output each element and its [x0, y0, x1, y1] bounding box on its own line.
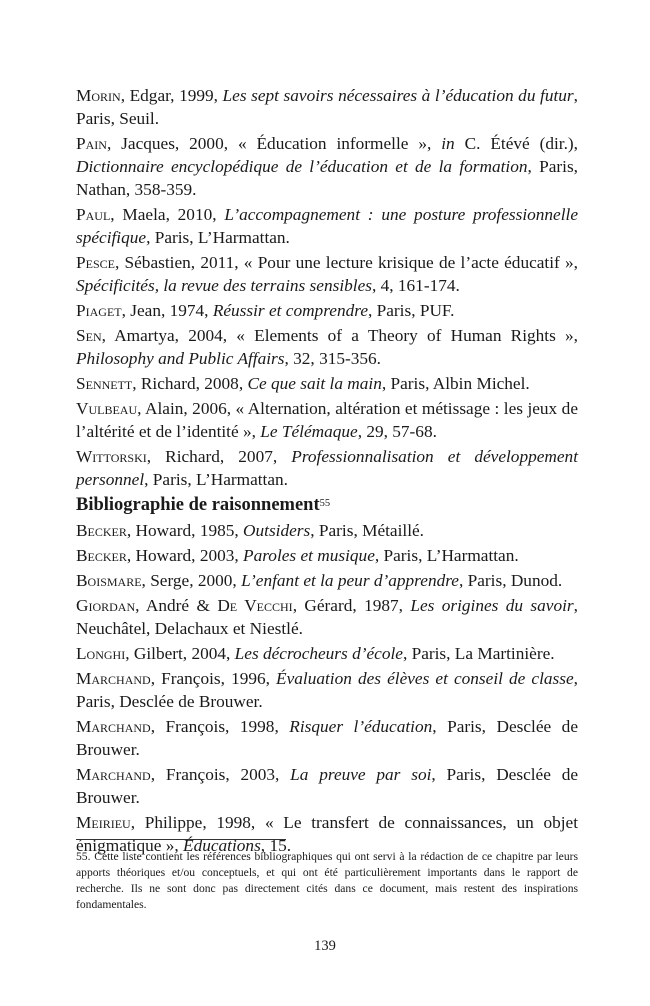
reference-entry [76, 594, 578, 640]
reference-text: , Howard, 2003, [126, 546, 244, 565]
reference-tail: , Paris, Nathan, 358-359. [76, 157, 578, 199]
reference-text: C. Étévé (dir.), [454, 134, 578, 153]
reference-text: , Serge, 2000, [141, 571, 242, 590]
reference-title: Philosophy and Public Affairs [76, 349, 285, 368]
reference-text: , Edgar, 1999, [120, 86, 223, 105]
references-list-a [76, 84, 578, 491]
page-body [76, 84, 578, 859]
reference-title: Risquer l’éducation [289, 717, 433, 736]
reference-author: Sennett [76, 374, 133, 393]
reference-text: , Jean, 1974, [121, 301, 213, 320]
reference-title: Spécificités, la revue des terrains sensibles [76, 276, 372, 295]
reference-title: L’enfant et la peur d’apprendre [241, 571, 459, 590]
reference-author: Meirieu [76, 813, 131, 832]
references-list-b [76, 519, 578, 857]
reference-tail: , 32, 315-356. [284, 349, 381, 368]
reference-tail: , Paris, PUF. [368, 301, 455, 320]
reference-author: Marchand [76, 765, 151, 784]
reference-entry [76, 544, 578, 567]
reference-author: Paul [76, 205, 111, 224]
reference-text: , Alain, 2006, « Alternation, altération et métissage : les jeux de l’altérité et de l’identité », [76, 399, 578, 441]
reference-title: La preuve par soi [290, 765, 432, 784]
reference-entry [76, 132, 578, 201]
reference-entry [76, 251, 578, 297]
reference-entry [76, 84, 578, 130]
reference-tail: , Paris, Desclée de Brouwer. [76, 669, 578, 711]
reference-tail: , Paris, L’Harmattan. [146, 228, 290, 247]
reference-author: Wittorski [76, 447, 147, 466]
reference-author: Pesce [76, 253, 115, 272]
reference-text: , Amartya, 2004, « Elements of a Theory of Human Rights », [101, 326, 578, 345]
reference-title: L’accompagnement : une posture professionnelle spécifique [76, 205, 578, 247]
page-number: 139 [314, 938, 336, 954]
reference-text: , François, 1998, [150, 717, 290, 736]
reference-author: Becker [76, 546, 127, 565]
reference-entry [76, 372, 578, 395]
reference-title: Ce que sait la main [247, 374, 382, 393]
reference-entry [76, 715, 578, 761]
reference-title: Évaluation des élèves et conseil de classe [276, 669, 574, 688]
reference-tail: , 15. [260, 836, 292, 855]
reference-author: Piaget [76, 301, 122, 320]
reference-entry [76, 569, 578, 592]
reference-title: Le Télémaque [260, 422, 358, 441]
reference-author: Sen [76, 326, 102, 345]
reference-title: Les décrocheurs d’école [234, 644, 403, 663]
section-heading-text: Bibliographie de raisonnement [76, 495, 320, 515]
reference-text: , Philippe, 1998, « Le transfert de connaissances, un objet énigmatique », [76, 813, 578, 855]
reference-tail: , Paris, Métaillé. [310, 521, 424, 540]
reference-tail: , Paris, Desclée de Brouwer. [76, 765, 579, 807]
reference-tail: , 4, 161-174. [371, 276, 460, 295]
reference-tail: , Paris, La Martinière. [402, 644, 555, 663]
reference-title: Dictionnaire encyclopédique de l’éducation et de la formation [76, 157, 528, 176]
section-heading [76, 493, 578, 517]
reference-author: Becker [76, 521, 127, 540]
footnote-divider [76, 839, 286, 840]
reference-author: Boismare [76, 571, 142, 590]
reference-entry [76, 445, 578, 491]
reference-text: , André & [135, 596, 218, 615]
reference-text: , Gérard, 1987, [292, 596, 411, 615]
reference-author: De Vecchi [217, 596, 293, 615]
reference-tail: , Paris, Seuil. [76, 86, 578, 128]
reference-title: Les sept savoirs nécessaires à l’éducation du futur [222, 86, 574, 105]
reference-author: Giordan [76, 596, 136, 615]
reference-entry [76, 642, 578, 665]
reference-text: , François, 1996, [150, 669, 277, 688]
reference-author: Morin [76, 86, 121, 105]
reference-tail: , Paris, Albin Michel. [381, 374, 530, 393]
reference-tail: , Paris, L’Harmattan. [144, 470, 288, 489]
reference-author: Longhi [76, 644, 126, 663]
reference-tail: , Neuchâtel, Delachaux et Niestlé. [76, 596, 578, 638]
reference-entry [76, 299, 578, 322]
reference-entry [76, 203, 578, 249]
footnote-marker[interactable]: 55 [319, 498, 331, 509]
reference-author: Pain [76, 134, 107, 153]
reference-tail: , Paris, Desclée de Brouwer. [76, 717, 578, 759]
reference-entry [76, 324, 578, 370]
reference-title: Paroles et musique [243, 546, 375, 565]
reference-author: Marchand [76, 669, 151, 688]
footnote-text: 55. Cette liste contient les références bibliographiques qui ont servi à la rédaction de ce chapitre par leurs apports théoriques et/ou conceptuels, et qui ont été particulièrement importants dans le rapport de recherche. Ils ne sont donc pas directement cités dans ce document, mais restent des inspirations fondamentales. [76, 850, 578, 911]
reference-entry [76, 397, 578, 443]
reference-author: Marchand [76, 717, 151, 736]
reference-text: , François, 2003, [150, 765, 291, 784]
reference-title: Professionnalisation et développement personnel [76, 447, 578, 489]
reference-author: Vulbeau [76, 399, 138, 418]
reference-title: in [441, 134, 455, 153]
reference-title: Outsiders [243, 521, 311, 540]
reference-tail: , Paris, Dunod. [458, 571, 563, 590]
reference-entry [76, 763, 578, 809]
reference-entry [76, 667, 578, 713]
reference-text: , Maela, 2010, [110, 205, 225, 224]
reference-title: Les origines du savoir [410, 596, 574, 615]
reference-text: , Richard, 2007, [146, 447, 292, 466]
reference-text: , Sébastien, 2011, « Pour une lecture krisique de l’acte éducatif », [114, 253, 578, 272]
reference-title: Éducations [183, 836, 261, 855]
reference-text: , Gilbert, 2004, [125, 644, 235, 663]
reference-text: , Howard, 1985, [126, 521, 244, 540]
reference-entry [76, 519, 578, 542]
reference-text: , Jacques, 2000, « Éducation informelle », [106, 134, 442, 153]
reference-text: , Richard, 2008, [132, 374, 248, 393]
reference-title: Réussir et comprendre [212, 301, 368, 320]
reference-tail: , 29, 57-68. [357, 422, 437, 441]
reference-tail: , Paris, L’Harmattan. [374, 546, 519, 565]
